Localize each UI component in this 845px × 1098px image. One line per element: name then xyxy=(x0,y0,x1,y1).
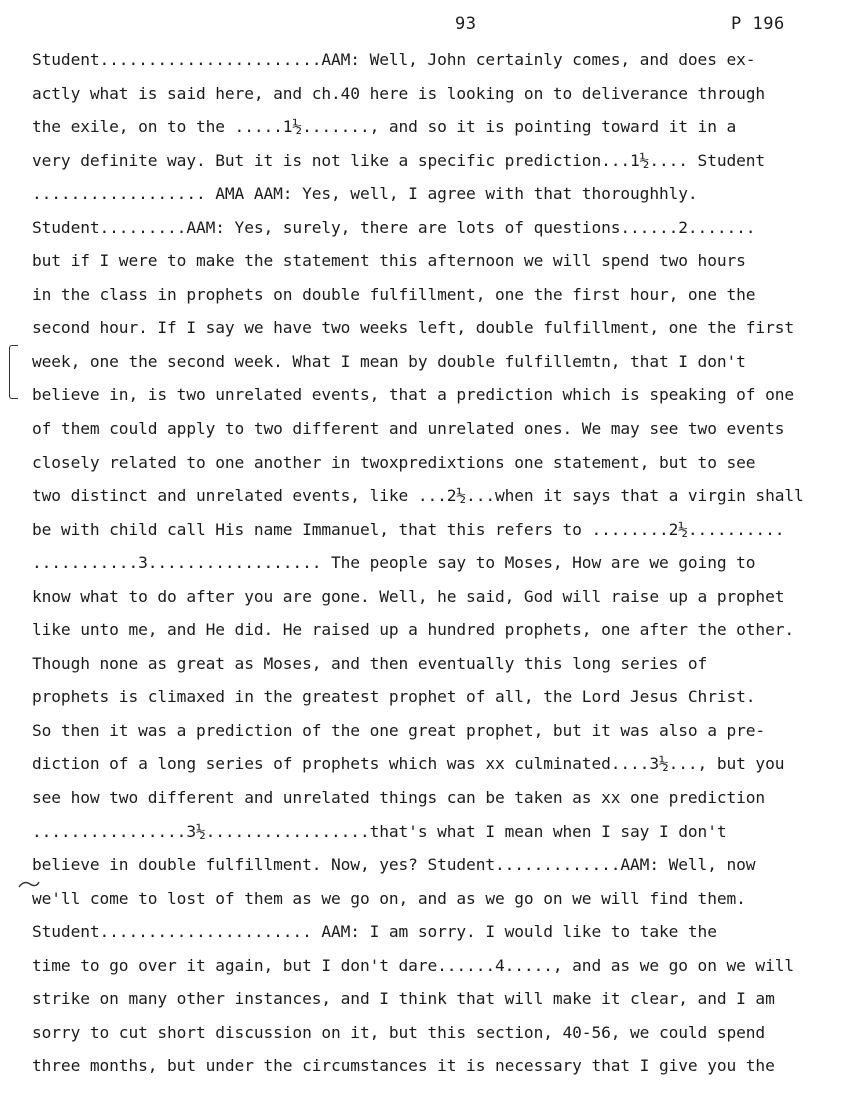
text-line: closely related to one another in twoxpredixtions one statement, but to see xyxy=(32,452,756,472)
text-line: strike on many other instances, and I think that will make it clear, and I am xyxy=(32,989,775,1009)
text-line: see how two different and unrelated things can be taken as xx one prediction xyxy=(32,788,766,808)
text-line: So then it was a prediction of the one great prophet, but it was also a pre- xyxy=(32,720,766,740)
page-reference: P 196 xyxy=(731,14,785,34)
text-line: the exile, on to the .....1½......., and so it is pointing toward it in a xyxy=(32,117,737,137)
text-line: ...........3.................. The people say to Moses, How are we going to xyxy=(32,553,756,573)
text-line: prophets is climaxed in the greatest prophet of all, the Lord Jesus Christ. xyxy=(32,687,756,707)
text-line: Student.......................AAM: Well, John certainly comes, and does ex- xyxy=(32,50,756,69)
text-line: we'll come to lost of them as we go on, and as we go on we will find them. xyxy=(32,888,746,908)
text-line: believe in double fulfillment. Now, yes? Student.............AAM: Well, now xyxy=(32,855,756,875)
text-line: .................. AMA AAM: Yes, well, I agree with that thoroughhly. xyxy=(32,184,698,204)
text-line: ................3½.................that's what I mean when I say I don't xyxy=(32,821,727,841)
page-number: 93 xyxy=(455,14,477,34)
text-line: in the class in prophets on double fulfillment, one the first hour, one the xyxy=(32,284,756,304)
text-line: Student...................... AAM: I am sorry. I would like to take the xyxy=(32,922,717,942)
text-line: diction of a long series of prophets which was xx culminated....3½..., but you xyxy=(32,754,785,774)
text-line: Though none as great as Moses, and then eventually this long series of xyxy=(32,653,708,673)
text-line: very definite way. But it is not like a specific prediction...1½.... Student xyxy=(32,150,766,170)
text-line: time to go over it again, but I don't dare......4....., and as we go on we will xyxy=(32,955,795,975)
text-line: believe in, is two unrelated events, that a prediction which is speaking of one xyxy=(32,385,795,405)
text-line: actly what is said here, and ch.40 here is looking on to deliverance through xyxy=(32,83,766,103)
text-line: be with child call His name Immanuel, that this refers to ........2½.......... xyxy=(32,519,785,539)
text-line: two distinct and unrelated events, like ...2½...when it says that a virgin shall xyxy=(32,486,804,506)
text-line: week, one the second week. What I mean by double fulfillemtn, that I don't xyxy=(32,351,746,371)
margin-bracket-mark xyxy=(9,345,18,399)
text-line: like unto me, and He did. He raised up a hundred prophets, one after the other. xyxy=(32,620,795,640)
text-line: three months, but under the circumstances it is necessary that I give you the xyxy=(32,1056,775,1076)
text-line: but if I were to make the statement this afternoon we will spend two hours xyxy=(32,251,746,271)
transcript-body xyxy=(32,43,838,1083)
text-line: Student.........AAM: Yes, surely, there are lots of questions......2....... xyxy=(32,217,756,237)
text-line: second hour. If I say we have two weeks left, double fulfillment, one the first xyxy=(32,318,795,338)
text-line: sorry to cut short discussion on it, but this section, 40-56, we could spend xyxy=(32,1022,766,1042)
text-line: of them could apply to two different and unrelated ones. We may see two events xyxy=(32,419,785,439)
text-line: know what to do after you are gone. Well, he said, God will raise up a prophet xyxy=(32,586,785,606)
